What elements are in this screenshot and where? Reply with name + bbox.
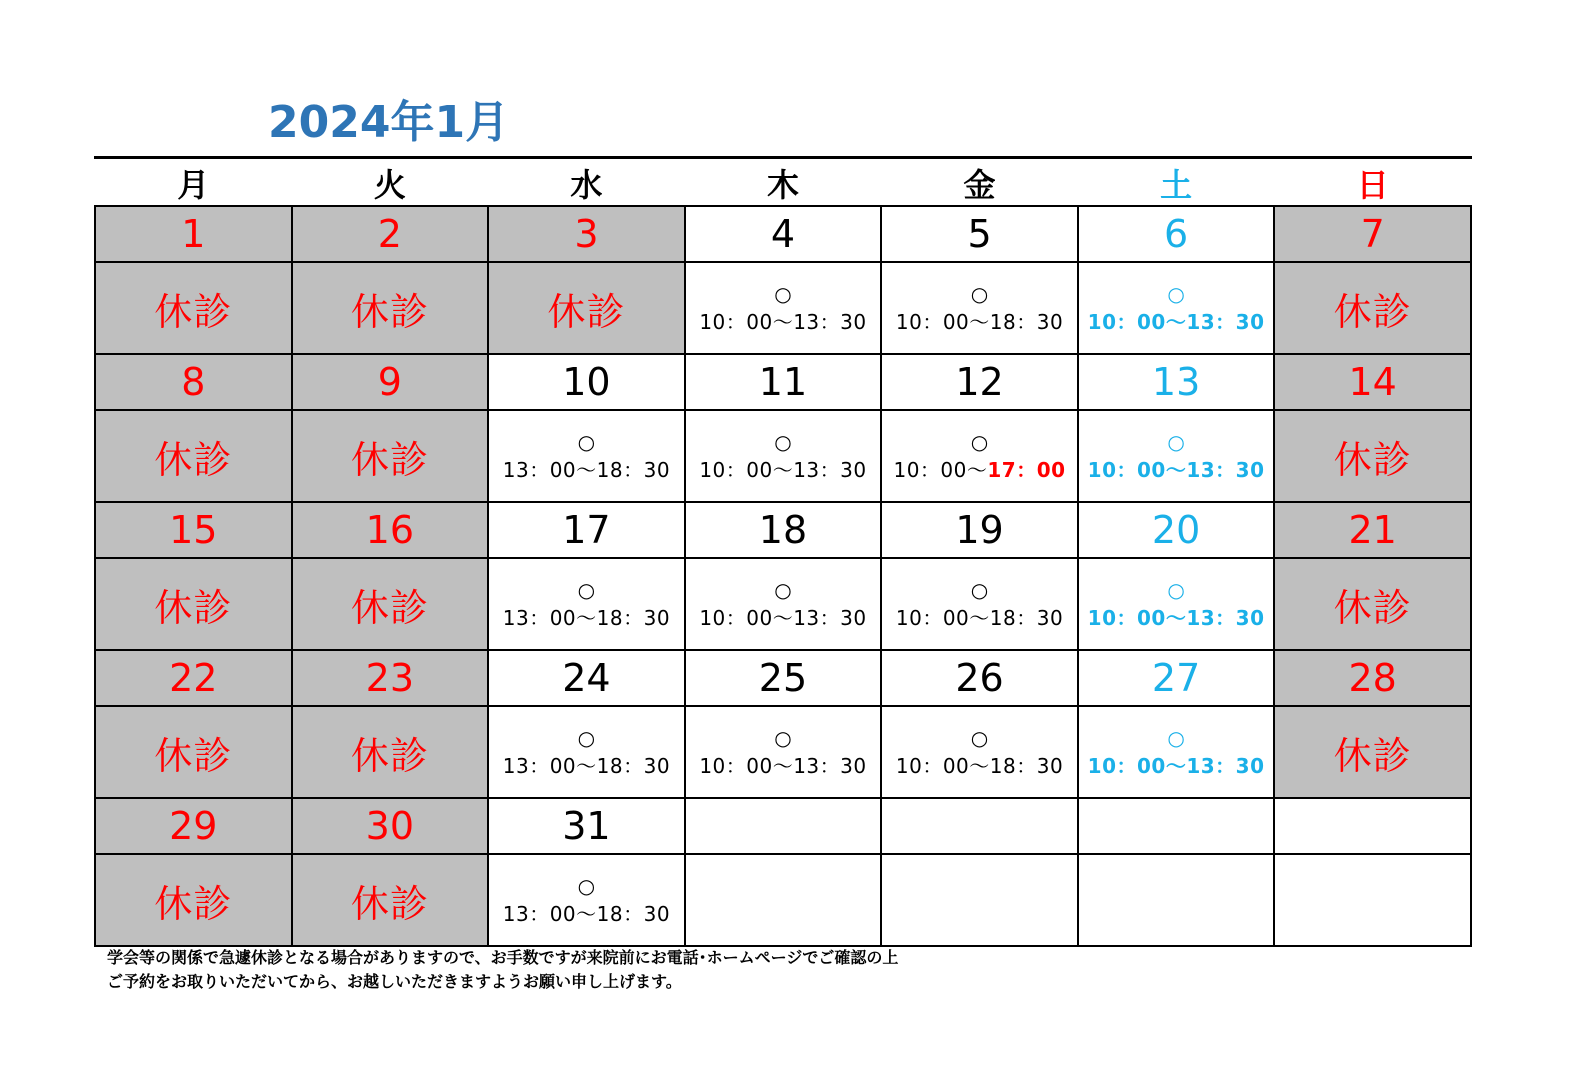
status-cell bbox=[1078, 854, 1275, 946]
date-number: 1 bbox=[181, 212, 206, 256]
page-title: 2024年1月 bbox=[268, 97, 510, 148]
hours-emphasis: 17：00 bbox=[987, 458, 1066, 482]
date-number: 15 bbox=[169, 508, 218, 552]
date-number: 13 bbox=[1151, 360, 1201, 404]
hours-label: 10：00～13：30 bbox=[1087, 458, 1265, 482]
date-cell bbox=[685, 798, 882, 854]
status-row bbox=[95, 706, 1471, 798]
weekday-mon: 月 bbox=[177, 166, 210, 204]
date-number: 16 bbox=[365, 508, 415, 552]
status-cell bbox=[1078, 706, 1275, 798]
hours-label: 10：00～13：30 bbox=[699, 458, 867, 482]
closed-label: 休診 bbox=[154, 437, 233, 482]
notice bbox=[107, 946, 898, 994]
date-number: 24 bbox=[562, 656, 611, 700]
date-cell bbox=[488, 502, 685, 558]
date-cell bbox=[1274, 502, 1471, 558]
date-cell bbox=[95, 798, 292, 854]
open-circle-icon: ○ bbox=[1167, 282, 1185, 306]
date-number: 22 bbox=[169, 656, 218, 700]
date-cell bbox=[292, 206, 489, 262]
date-cell bbox=[1078, 502, 1275, 558]
open-circle-icon: ○ bbox=[970, 578, 989, 602]
closed-label: 休診 bbox=[154, 585, 233, 630]
open-circle-icon: ○ bbox=[1167, 726, 1185, 750]
date-cell bbox=[292, 502, 489, 558]
date-number: 29 bbox=[169, 804, 218, 848]
date-cell bbox=[292, 354, 489, 410]
date-cell bbox=[292, 798, 489, 854]
status-cell bbox=[292, 262, 489, 354]
open-circle-icon: ○ bbox=[577, 578, 596, 602]
date-cell bbox=[1274, 650, 1471, 706]
hours-label: 10：00～13：30 bbox=[699, 606, 867, 630]
date-number: 19 bbox=[955, 508, 1004, 552]
closed-label: 休診 bbox=[1333, 585, 1412, 630]
date-number: 3 bbox=[574, 212, 599, 256]
date-cell bbox=[881, 650, 1078, 706]
date-number: 14 bbox=[1348, 360, 1397, 404]
date-cell bbox=[881, 206, 1078, 262]
closed-label: 休診 bbox=[1333, 733, 1412, 778]
weekday-header bbox=[95, 160, 1471, 206]
hours-label: 13：00～18：30 bbox=[502, 754, 671, 778]
weekday-tue: 火 bbox=[373, 166, 406, 204]
date-cell bbox=[685, 354, 882, 410]
status-cell bbox=[1078, 262, 1275, 354]
status-cell bbox=[685, 706, 882, 798]
open-circle-icon: ○ bbox=[774, 726, 792, 750]
status-row bbox=[95, 410, 1471, 502]
date-cell bbox=[95, 502, 292, 558]
status-cell bbox=[881, 262, 1078, 354]
status-cell bbox=[95, 558, 292, 650]
status-cell bbox=[488, 706, 685, 798]
status-row bbox=[95, 558, 1471, 650]
status-cell bbox=[292, 706, 489, 798]
date-number: 27 bbox=[1151, 656, 1201, 700]
open-circle-icon: ○ bbox=[774, 430, 792, 454]
date-number: 18 bbox=[758, 508, 808, 552]
status-cell bbox=[1274, 410, 1471, 502]
weekday-fri: 金 bbox=[963, 166, 996, 204]
date-number: 23 bbox=[365, 656, 415, 700]
status-cell bbox=[488, 854, 685, 946]
status-cell bbox=[685, 262, 882, 354]
hours-label: 10：00～18：30 bbox=[895, 754, 1064, 778]
status-cell bbox=[1274, 854, 1471, 946]
closed-label: 休診 bbox=[547, 289, 626, 334]
date-number: 6 bbox=[1164, 212, 1189, 256]
status-cell bbox=[292, 854, 489, 946]
status-row bbox=[95, 262, 1471, 354]
date-number: 11 bbox=[758, 360, 808, 404]
status-cell bbox=[881, 706, 1078, 798]
status-cell bbox=[488, 558, 685, 650]
weekday-thu: 木 bbox=[766, 166, 799, 204]
hours-label: 10：00～17：00 bbox=[893, 458, 1066, 482]
date-cell bbox=[488, 206, 685, 262]
weekday-sun: 日 bbox=[1356, 166, 1389, 204]
date-cell bbox=[95, 354, 292, 410]
closed-label: 休診 bbox=[350, 881, 429, 926]
hours-label: 10：00～18：30 bbox=[895, 310, 1064, 334]
closed-label: 休診 bbox=[1333, 437, 1412, 482]
status-cell bbox=[292, 558, 489, 650]
status-cell bbox=[685, 854, 882, 946]
status-cell bbox=[95, 410, 292, 502]
status-cell bbox=[1274, 262, 1471, 354]
date-cell bbox=[488, 354, 685, 410]
status-cell bbox=[1078, 410, 1275, 502]
hours-label: 13：00～18：30 bbox=[502, 458, 671, 482]
open-circle-icon: ○ bbox=[577, 874, 596, 898]
date-cell bbox=[1274, 206, 1471, 262]
header-rule bbox=[94, 156, 1472, 159]
date-number: 25 bbox=[758, 656, 808, 700]
date-cell bbox=[488, 798, 685, 854]
date-number: 21 bbox=[1348, 508, 1397, 552]
hours-label: 10：00～13：30 bbox=[699, 310, 867, 334]
closed-label: 休診 bbox=[1333, 289, 1412, 334]
date-cell bbox=[685, 650, 882, 706]
date-number: 9 bbox=[377, 360, 402, 404]
open-circle-icon: ○ bbox=[1167, 430, 1185, 454]
date-cell bbox=[1078, 798, 1275, 854]
date-number: 17 bbox=[562, 508, 611, 552]
status-cell bbox=[1274, 558, 1471, 650]
notice-line-1: 学会等の関係で急遽休診となる場合がありますので、お手数ですが来院前にお電話･ホームページでご確認の上 bbox=[107, 948, 899, 967]
open-circle-icon: ○ bbox=[577, 726, 596, 750]
status-cell bbox=[95, 262, 292, 354]
weekday-sat: 土 bbox=[1160, 166, 1193, 204]
date-cell bbox=[488, 650, 685, 706]
status-cell bbox=[488, 410, 685, 502]
date-number: 5 bbox=[967, 212, 992, 256]
status-cell bbox=[488, 262, 685, 354]
date-number: 10 bbox=[562, 360, 611, 404]
open-circle-icon: ○ bbox=[970, 430, 989, 454]
closed-label: 休診 bbox=[154, 289, 233, 334]
open-circle-icon: ○ bbox=[577, 430, 596, 454]
status-row bbox=[95, 854, 1471, 946]
hours-label: 13：00～18：30 bbox=[502, 606, 671, 630]
status-cell bbox=[1274, 706, 1471, 798]
open-circle-icon: ○ bbox=[970, 282, 989, 306]
closed-label: 休診 bbox=[350, 585, 429, 630]
closed-label: 休診 bbox=[350, 437, 429, 482]
date-cell bbox=[881, 354, 1078, 410]
date-cell bbox=[1274, 798, 1471, 854]
closed-label: 休診 bbox=[154, 881, 233, 926]
date-row bbox=[95, 206, 1471, 262]
status-cell bbox=[881, 854, 1078, 946]
date-row bbox=[95, 798, 1471, 854]
hours-label: 10：00～18：30 bbox=[895, 606, 1064, 630]
date-cell bbox=[881, 502, 1078, 558]
status-cell bbox=[685, 410, 882, 502]
date-number: 2 bbox=[377, 212, 402, 256]
status-cell bbox=[292, 410, 489, 502]
open-circle-icon: ○ bbox=[1167, 578, 1185, 602]
date-row bbox=[95, 650, 1471, 706]
hours-label: 10：00～13：30 bbox=[1087, 606, 1265, 630]
date-cell bbox=[685, 206, 882, 262]
hours-label: 10：00～13：30 bbox=[699, 754, 867, 778]
open-circle-icon: ○ bbox=[970, 726, 989, 750]
date-cell bbox=[685, 502, 882, 558]
notice-line-2: ご予約をお取りいただいてから、お越しいただきますようお願い申し上げます。 bbox=[107, 972, 682, 991]
closed-label: 休診 bbox=[154, 733, 233, 778]
date-cell bbox=[1078, 650, 1275, 706]
date-row bbox=[95, 502, 1471, 558]
hours-label: 10：00～13：30 bbox=[1087, 310, 1265, 334]
date-cell bbox=[1274, 354, 1471, 410]
status-cell bbox=[685, 558, 882, 650]
date-cell bbox=[881, 798, 1078, 854]
date-number: 28 bbox=[1348, 656, 1397, 700]
date-number: 26 bbox=[955, 656, 1004, 700]
date-cell bbox=[1078, 354, 1275, 410]
date-number: 7 bbox=[1360, 212, 1385, 256]
date-cell bbox=[95, 650, 292, 706]
date-number: 8 bbox=[181, 360, 206, 404]
date-number: 12 bbox=[955, 360, 1004, 404]
date-cell bbox=[95, 206, 292, 262]
status-cell bbox=[95, 854, 292, 946]
hours-label: 13：00～18：30 bbox=[502, 902, 671, 926]
date-number: 4 bbox=[770, 212, 796, 256]
open-circle-icon: ○ bbox=[774, 578, 792, 602]
weekday-wed: 水 bbox=[570, 166, 603, 204]
status-cell bbox=[881, 410, 1078, 502]
date-number: 31 bbox=[562, 804, 611, 848]
closed-label: 休診 bbox=[350, 289, 429, 334]
date-cell bbox=[292, 650, 489, 706]
date-number: 20 bbox=[1151, 508, 1201, 552]
calendar-grid bbox=[94, 205, 1472, 947]
status-cell bbox=[95, 706, 292, 798]
date-row bbox=[95, 354, 1471, 410]
open-circle-icon: ○ bbox=[774, 282, 792, 306]
status-cell bbox=[881, 558, 1078, 650]
date-number: 30 bbox=[365, 804, 415, 848]
closed-label: 休診 bbox=[350, 733, 429, 778]
status-cell bbox=[1078, 558, 1275, 650]
hours-label: 10：00～13：30 bbox=[1087, 754, 1265, 778]
date-cell bbox=[1078, 206, 1275, 262]
